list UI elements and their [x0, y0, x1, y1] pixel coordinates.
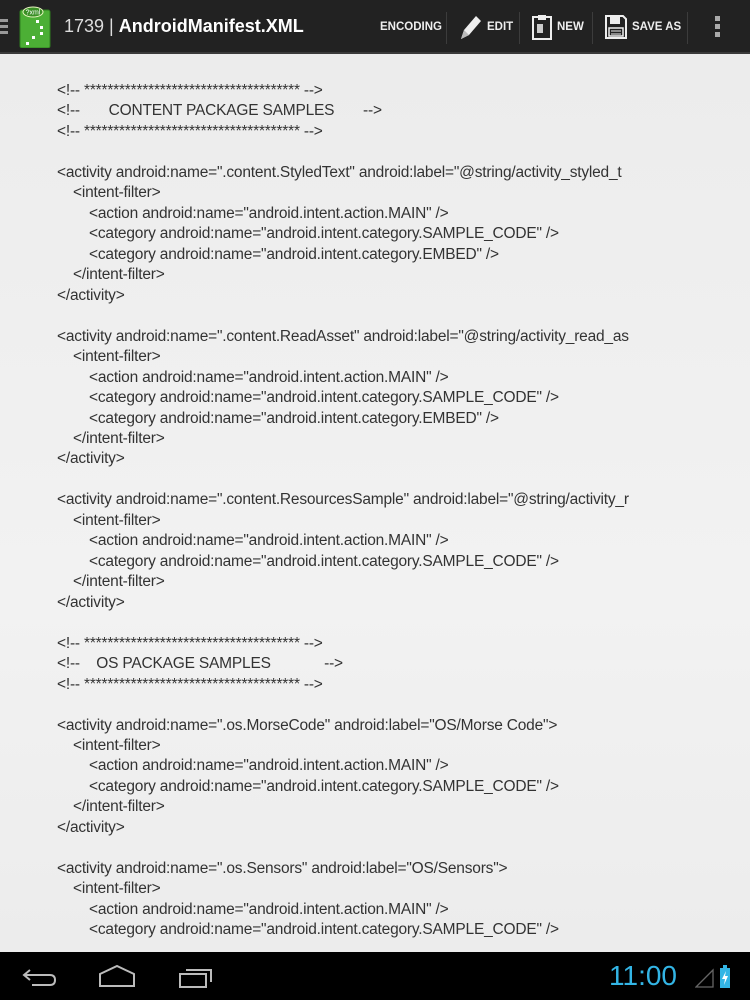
code-line [57, 838, 725, 858]
code-line: <!-- OS PACKAGE SAMPLES --> [57, 655, 343, 673]
code-line: <!-- ************************************* --> [57, 122, 323, 140]
divider [592, 12, 593, 44]
code-line: <category android:name="android.intent.category.EMBED" /> [89, 245, 499, 263]
pencil-icon [457, 13, 483, 41]
code-line: <!-- ************************************* --> [57, 675, 323, 693]
code-line: <activity android:name=".os.Sensors" android:label="OS/Sensors"> [57, 859, 508, 877]
encoding-button[interactable] [380, 0, 442, 54]
code-line [57, 470, 725, 490]
code-line [57, 695, 725, 715]
status-clock: 11:00 [609, 960, 677, 991]
save-as-button[interactable] [604, 0, 681, 54]
new-button[interactable] [531, 0, 584, 54]
code-line: </activity> [57, 593, 125, 611]
code-line: <category android:name="android.intent.category.SAMPLE_CODE" /> [89, 921, 559, 939]
code-line: <intent-filter> [73, 737, 161, 754]
code-line: <activity android:name=".os.MorseCode" android:label="OS/Morse Code"> [57, 716, 558, 734]
code-line: <activity android:name=".content.StyledText" android:label="@string/activity_styled_t [57, 163, 622, 181]
code-line: <activity android:name=".content.ReadAsset" android:label="@string/activity_read_as [57, 327, 629, 345]
code-line: <action android:name="android.intent.action.MAIN" /> [89, 204, 449, 222]
back-icon[interactable] [22, 966, 58, 988]
encoding-label: ENCODING [380, 21, 442, 33]
code-line: <intent-filter> [73, 880, 161, 898]
code-line [57, 613, 725, 633]
clipboard-icon [531, 13, 553, 41]
code-line: </intent-filter> [73, 266, 165, 284]
xml-editor-view[interactable] [0, 54, 750, 952]
divider [446, 12, 447, 44]
code-line: <!-- CONTENT PACKAGE SAMPLES --> [57, 102, 382, 120]
code-line [57, 142, 725, 162]
code-line: <!-- ************************************* --> [57, 82, 323, 99]
new-label: NEW [557, 21, 584, 33]
code-line: </activity> [57, 286, 125, 304]
action-bar [0, 0, 750, 54]
code-line: <category android:name="android.intent.category.SAMPLE_CODE" /> [89, 225, 559, 243]
edit-label: EDIT [487, 21, 514, 33]
code-line: <action android:name="android.intent.action.MAIN" /> [89, 532, 449, 550]
svg-text:?xml: ?xml [25, 9, 41, 17]
file-number: 1739 | [64, 16, 114, 36]
floppy-disk-icon [604, 14, 628, 40]
signal-icon [695, 968, 715, 988]
code-text[interactable] [57, 81, 725, 941]
recent-apps-icon[interactable] [178, 965, 214, 989]
code-line: </activity> [57, 450, 125, 468]
file-name: AndroidManifest.XML [118, 16, 304, 36]
code-line: <category android:name="android.intent.category.SAMPLE_CODE" /> [89, 552, 559, 570]
code-line: <activity android:name=".content.ResourcesSample" android:label="@string/activity_r [57, 491, 629, 509]
code-line: <action android:name="android.intent.action.MAIN" /> [89, 757, 449, 775]
code-line: <action android:name="android.intent.action.MAIN" /> [89, 900, 449, 918]
code-line: <category android:name="android.intent.category.EMBED" /> [89, 409, 499, 427]
code-line: <!-- ************************************* --> [57, 634, 323, 652]
code-line: <action android:name="android.intent.action.MAIN" /> [89, 368, 449, 386]
edit-button[interactable] [457, 0, 513, 54]
code-line: </intent-filter> [73, 429, 165, 447]
drawer-menu-icon[interactable] [0, 19, 8, 35]
document-title [64, 16, 304, 37]
overflow-menu-icon[interactable] [715, 16, 720, 40]
code-line: </intent-filter> [73, 573, 165, 591]
code-line [57, 306, 725, 326]
xml-file-icon[interactable] [18, 6, 52, 48]
divider [687, 12, 688, 44]
save-as-label: SAVE AS [632, 21, 682, 33]
home-icon[interactable] [98, 964, 136, 988]
code-line: <intent-filter> [73, 184, 161, 202]
code-line: </intent-filter> [73, 798, 165, 816]
code-line: <intent-filter> [73, 348, 161, 366]
code-line: <category android:name="android.intent.category.SAMPLE_CODE" /> [89, 389, 559, 407]
code-line: <intent-filter> [73, 511, 161, 529]
divider [519, 12, 520, 44]
code-line: </activity> [57, 818, 125, 836]
code-line: <category android:name="android.intent.category.SAMPLE_CODE" /> [89, 777, 559, 795]
battery-charging-icon [719, 965, 731, 989]
